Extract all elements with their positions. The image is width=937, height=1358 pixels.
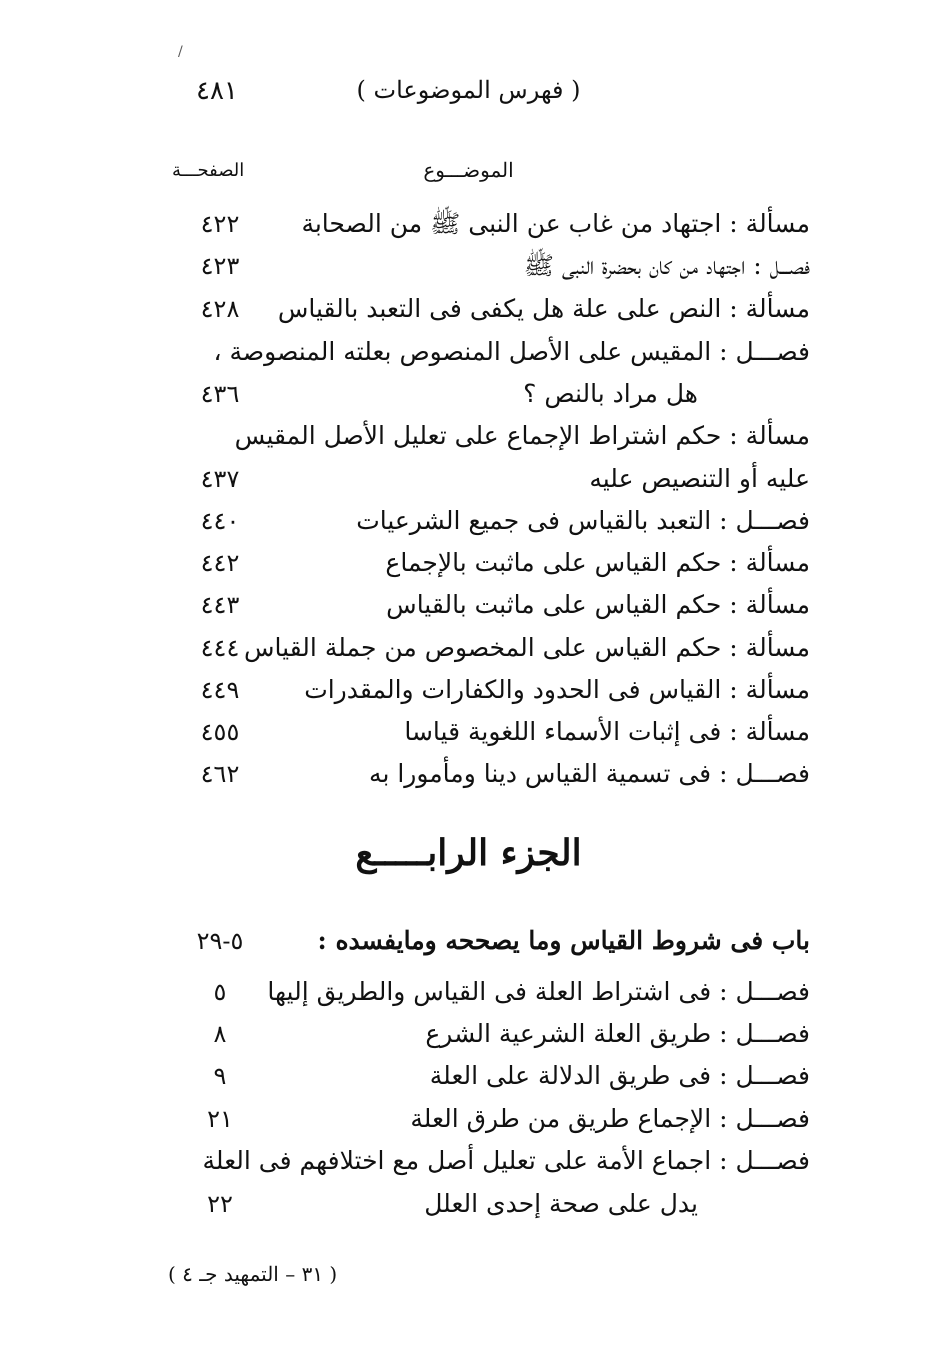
entry-text: مسألة : اجتهاد من غاب عن النبى ﷺ من الصحابة bbox=[301, 209, 810, 238]
index-entry-continuation bbox=[150, 373, 810, 415]
index-entry bbox=[150, 500, 810, 542]
entry-text: عليه أو التنصيص عليه bbox=[589, 464, 810, 493]
chapter-entry bbox=[150, 920, 810, 962]
column-header-topic: الموضـــوع bbox=[423, 158, 514, 182]
entry-text: فصـــل : الإجماع طريق من طرق العلة bbox=[410, 1104, 810, 1133]
entry-page: ٢١ bbox=[207, 1105, 233, 1133]
entry-page: ٤٢٨ bbox=[200, 295, 240, 323]
entry-text: مسألة : حكم اشتراط الإجماع على تعليل الأصل المقيس bbox=[234, 421, 810, 450]
entry-text: مسألة : حكم القياس على ماثبت بالقياس bbox=[386, 590, 810, 619]
entry-text: مسألة : فى إثبات الأسماء اللغوية قياسا bbox=[404, 717, 810, 746]
index-entry bbox=[150, 669, 810, 711]
index-entry bbox=[150, 1013, 810, 1055]
index-entry bbox=[150, 1098, 810, 1140]
entry-page: ٤٥٥ bbox=[200, 718, 240, 746]
entry-text: فصـــل : فى اشتراط العلة فى القياس والطريق إليها bbox=[267, 977, 810, 1006]
page-number: ٤٨١ bbox=[196, 76, 238, 106]
entry-text: يدل على صحة إحدى العلل bbox=[424, 1189, 698, 1218]
index-entry bbox=[150, 203, 810, 245]
entry-text: مسألة : حكم القياس على ماثبت بالإجماع bbox=[385, 548, 810, 577]
entry-page: ٤٣٧ bbox=[200, 465, 240, 493]
entry-text: مسألة : حكم القياس على المخصوص من جملة القياس bbox=[243, 633, 810, 662]
index-entry bbox=[150, 542, 810, 584]
footer-signature: ( ٣١ – التمهيد جـ ٤ ) bbox=[168, 1262, 338, 1286]
entry-page: ٤٢٢ bbox=[200, 210, 240, 238]
index-entry bbox=[150, 584, 810, 626]
entry-page: ٤٤٣ bbox=[200, 591, 240, 619]
entry-page: ٥ bbox=[213, 978, 227, 1006]
entry-text: فصـــل : اجماع الأمة على تعليل أصل مع اختلافهم فى العلة bbox=[202, 1146, 810, 1175]
entry-page: ٤٣٦ bbox=[200, 380, 240, 408]
margin-mark: / bbox=[178, 44, 183, 60]
entry-text: مسألة : القياس فى الحدود والكفارات والمقدرات bbox=[304, 675, 810, 704]
entry-text: فصـــل : المقيس على الأصل المنصوص بعلته المنصوصة ، bbox=[213, 337, 810, 366]
entry-page: ٤٤٩ bbox=[200, 676, 240, 704]
index-entry bbox=[150, 627, 810, 669]
index-entry bbox=[150, 1140, 810, 1182]
entry-text: مسألة : النص على علة هل يكفى فى التعبد بالقياس bbox=[277, 294, 810, 323]
entry-page: ٢٢ bbox=[207, 1190, 233, 1218]
index-entry bbox=[150, 288, 810, 330]
entry-page: ٤٢٣ bbox=[200, 252, 240, 280]
index-entry-continuation bbox=[150, 1183, 810, 1225]
index-entry bbox=[150, 711, 810, 753]
entry-text: فصـــل : اجتهاد من كان بحضرة النبى ﷺ bbox=[523, 251, 810, 280]
index-entry bbox=[150, 245, 810, 287]
entry-text: فصـــل : التعبد بالقياس فى جميع الشرعيات bbox=[356, 506, 810, 535]
entry-text: فصـــل : طريق العلة الشرعية الشرع bbox=[425, 1019, 810, 1048]
entry-page: ٩ bbox=[213, 1062, 227, 1090]
index-entry bbox=[150, 331, 810, 373]
index-entry bbox=[150, 753, 810, 795]
entry-text: هل مراد بالنص ؟ bbox=[523, 379, 698, 408]
entry-text: باب فى شروط القياس وما يصححه ومايفسده : bbox=[317, 926, 810, 955]
entry-page: ٤٤٠ bbox=[200, 507, 240, 535]
entry-page: ٤٤٤ bbox=[200, 634, 240, 662]
entry-page: ٤٦٢ bbox=[200, 760, 240, 788]
entry-page: ٨ bbox=[213, 1020, 227, 1048]
index-entry-continuation bbox=[150, 458, 810, 500]
entry-text: فصـــل : فى طريق الدلالة على العلة bbox=[429, 1061, 810, 1090]
entry-page: ٤٤٢ bbox=[200, 549, 240, 577]
entry-page: ٥-٢٩ bbox=[196, 927, 244, 955]
index-entry bbox=[150, 415, 810, 457]
running-header-title: ( فهرس الموضوعات ) bbox=[356, 76, 581, 104]
index-entry bbox=[150, 1055, 810, 1097]
column-header-page: الصفحـــة bbox=[172, 160, 245, 181]
entry-text: فصـــل : فى تسمية القياس دينا ومأمورا به bbox=[369, 759, 810, 788]
index-entry bbox=[150, 971, 810, 1013]
section-title: الجزء الرابـــــع bbox=[355, 832, 582, 874]
